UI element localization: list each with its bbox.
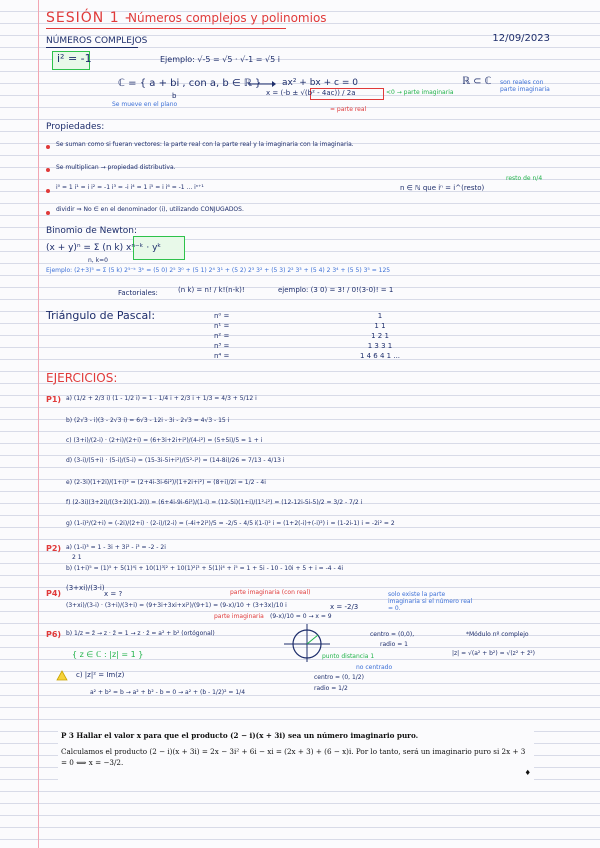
binomio-formula: (x + y)ⁿ = Σ (n k) xⁿ⁻ᵏ · yᵏ	[46, 243, 162, 253]
printed-qed: ♦	[524, 768, 531, 778]
if-negative-note: <0 → parte imaginaria	[386, 89, 454, 96]
reals-note: son reales con parte imaginaria	[500, 79, 550, 93]
property-divide: dividir ⇒ No ∈ en el denominador (i), utilizando CONJUGADOS.	[56, 206, 244, 213]
session-title: SESIÓN 1 -	[46, 10, 132, 26]
p6-center: centro = (0,0),	[370, 631, 415, 638]
p1g: g) (1-i)²/(2+i) = (-2i)/(2+i) · (2-i)/(2-i) = (-4i+2i²)/5 = -2/5 - 4/5 i	[66, 520, 257, 527]
pascal-label-0: n⁰ =	[214, 312, 230, 320]
pascal-row-0: 1	[377, 312, 383, 320]
p1b: b) (2√3 - i)(3 - 2√3 i) = 6√3 - 12i - 3i - 2√3 = 4√3 - 15 i	[66, 417, 230, 424]
p6-radio: radio = 1	[380, 641, 408, 648]
p4-fraction: (3+xi)/(3-i)	[66, 584, 105, 592]
p2b: b) (1+i)⁵ = (1)⁵ + 5(1)⁴i + 10(1)³i² + 10(1)²i³ + 5(1)i⁴ + i⁵ = 1 + 5i - 10 - 10i + 5 + i = -4 - 4i	[66, 565, 344, 572]
p1e: e) (2-3i)(1+2i)/(1+i)² = (2+4i-3i-6i²)/(1+2i+i²) = (8+i)/2i = 1/2 - 4i	[66, 479, 266, 486]
p6c-note: no centrado	[356, 664, 393, 671]
p2-label: P2)	[46, 544, 62, 553]
complex-set-definition: ℂ = { a + bi , con a, b ∈ ℝ }	[118, 78, 262, 89]
factorial-formula: (n k) = n! / k!(n-k)!	[178, 286, 245, 294]
under-b: b	[172, 92, 177, 100]
p4-label: P4)	[46, 589, 62, 598]
p6-set: { z ∈ ℂ : |z| = 1 }	[72, 650, 144, 659]
pascal-label-3: n³ =	[214, 342, 230, 350]
title-underline	[46, 28, 286, 29]
date: 12/09/2023	[492, 33, 550, 44]
binomio-heading: Binomio de Newton:	[46, 226, 138, 236]
p6-modulo-formula: |z| = √(a² + b²) = √(z² + z̄²)	[452, 650, 535, 657]
sqrt-example: Ejemplo: √-5 = √5 · √-1 = √5 i	[160, 55, 280, 64]
quadratic-equation: ax² + bx + c = 0	[282, 78, 358, 88]
sum-limits: n, k=0	[88, 257, 108, 264]
p6c-center: centro = (0, 1/2)	[314, 674, 364, 681]
pascal-row-2: 1 2 1	[371, 332, 389, 340]
bullet-3	[46, 189, 50, 193]
p1a: a) (1/2 + 2/3 i) (1 - 1/2 i) = 1 - 1/4 i + 2/3 i + 1/3 = 4/3 + 5/12 i	[66, 395, 257, 402]
arrow-icon	[248, 80, 276, 88]
p6-label: P6)	[46, 630, 62, 639]
printed-solution-block	[58, 728, 534, 782]
pascal-label-2: n² =	[214, 332, 230, 340]
p6-modulo: *Módulo nº complejo	[466, 631, 529, 638]
p4-real-note: solo existe la parte imaginaria si el número real = 0.	[388, 591, 473, 612]
pascal-row-3: 1 3 3 1	[367, 342, 393, 350]
ejercicios-heading: EJERCICIOS:	[46, 371, 118, 385]
warning-icon	[56, 670, 68, 681]
printed-body: Calculamos el producto (2 − i)(x + 3i) = 2x − 3i² + 6i − xi = (2x + 3) + (6 − x)i. Por lo tanto, será un imaginario puro si 2x + 3 = 0 ⟺ x = −3/2.	[61, 747, 526, 767]
properties-heading: Propiedades:	[46, 122, 105, 132]
quadratic-formula: x = (-b ± √(b² - 4ac)) / 2a	[266, 89, 356, 97]
real-part-note: = parte real	[330, 106, 367, 113]
p6b: b) 1/z = z̄ → z · z̄ = 1 → z · z̄ = a² + b² (ortógonal)	[66, 630, 215, 637]
p1g-side: (1-i)² i = (1+2(-i)+(-i)²) i = (1-2i-1) i = -2i² = 2	[256, 520, 395, 527]
resto-note: resto de n/4	[506, 175, 543, 182]
section-complex: NÚMEROS COMPLEJOS	[46, 36, 148, 46]
bullet-4	[46, 211, 50, 215]
printed-problem: P 3 Hallar el valor x para que el producto (2 − i)(x + 3i) sea un número imaginario puro.	[61, 731, 419, 740]
p1-label: P1)	[46, 395, 62, 404]
session-topic: Números complejos y polinomios	[128, 11, 327, 25]
p2a: a) (1-i)³ = 1 - 3i + 3i² - i³ = -2 - 2i	[66, 544, 166, 551]
p4-imag-note: parte imaginaria (con real)	[230, 589, 311, 596]
circle-label: punto distancia 1	[322, 653, 375, 660]
p1f: f) (2-3i)(3+2i)/((3+2i)(1-2i)) = (6+4i-9i-6i²)/(1-i) = (12-5i)(1+i)/(1²-i²) = (12-12i-5i-5)/2 = 3/2 - 7/2 i	[66, 499, 363, 506]
p6c-work: a² + b² = b → a² + b² - b = 0 → a² + (b - 1/2)² = 1/4	[90, 689, 246, 696]
pascal-heading: Triángulo de Pascal:	[46, 309, 156, 322]
bullet-1	[46, 145, 50, 149]
margin-line	[38, 0, 39, 848]
pascal-row-1: 1 1	[374, 322, 386, 330]
bullet-2	[46, 168, 50, 172]
p4-work: (3+xi)/(3-i) · (3+i)/(3+i) = (9+3i+3xi+xi²)/(9+1) = (9-x)/10 + (3+3x)/10 i	[66, 602, 287, 609]
radius-line	[307, 635, 318, 644]
p4-question: x = ?	[104, 590, 123, 598]
p4-equation: (9-x)/10 = 0 → x = 9	[270, 613, 332, 620]
pascal-label-4: n⁴ =	[214, 352, 230, 360]
property-sum: Se suman como si fueran vectores: la parte real con la parte real y la imaginaria con la imaginaria.	[56, 141, 354, 148]
pascal-row-4: 1 4 6 4 1 ...	[359, 352, 401, 360]
p1c: c) (3+i)/(2-i) · (2+i)/(2+i) = (6+3i+2i+i²)/(4-i²) = (5+5i)/5 = 1 + i	[66, 437, 263, 444]
property-multiply: Se multiplican → propiedad distributiva.	[56, 164, 176, 171]
property-powers: i⁰ = 1 i¹ = i i² = -1 i³ = -i i⁴ = 1 i⁵ = i i⁶ = -1 ... iⁿ⁺¹	[56, 184, 204, 191]
pascal-label-1: n¹ =	[214, 322, 230, 330]
p2a-sub: 2 1	[72, 554, 82, 561]
section-underline	[46, 47, 138, 48]
p4-crossed: parte imaginaria	[214, 613, 264, 620]
reals-subset: ℝ ⊂ ℂ	[462, 76, 492, 87]
factoriales-label: Factoriales:	[118, 289, 158, 297]
binomio-example: Ejemplo: (2+3)⁵ = Σ (5 k) 2⁵⁻ᵏ 3ᵏ = (5 0) 2⁵ 3⁰ + (5 1) 2⁴ 3¹ + (5 2) 2³ 3² + (5 3) 2² 3³ + (5 4) 2 3⁴ + (5 5) 3⁵ = 125	[46, 267, 391, 274]
factorial-example: ejemplo: (3 0) = 3! / 0!(3-0)! = 1	[278, 286, 394, 294]
p4-result: x = -2/3	[330, 603, 359, 611]
n-in-naturals: n ∈ ℕ que iⁿ = i^(resto)	[400, 184, 485, 192]
i-squared: i² = -1	[57, 52, 92, 65]
p6c-radio: radio = 1/2	[314, 685, 348, 692]
p1d: d) (3-i)/(5+i) · (5-i)/(5-i) = (15-3i-5i+i²)/(5²-i²) = (14-8i)/26 = 7/13 - 4/13 i	[66, 457, 285, 464]
moves-plane: Se mueve en el plano	[112, 101, 178, 108]
p6c: c) |z|² = Im(z)	[76, 671, 125, 679]
